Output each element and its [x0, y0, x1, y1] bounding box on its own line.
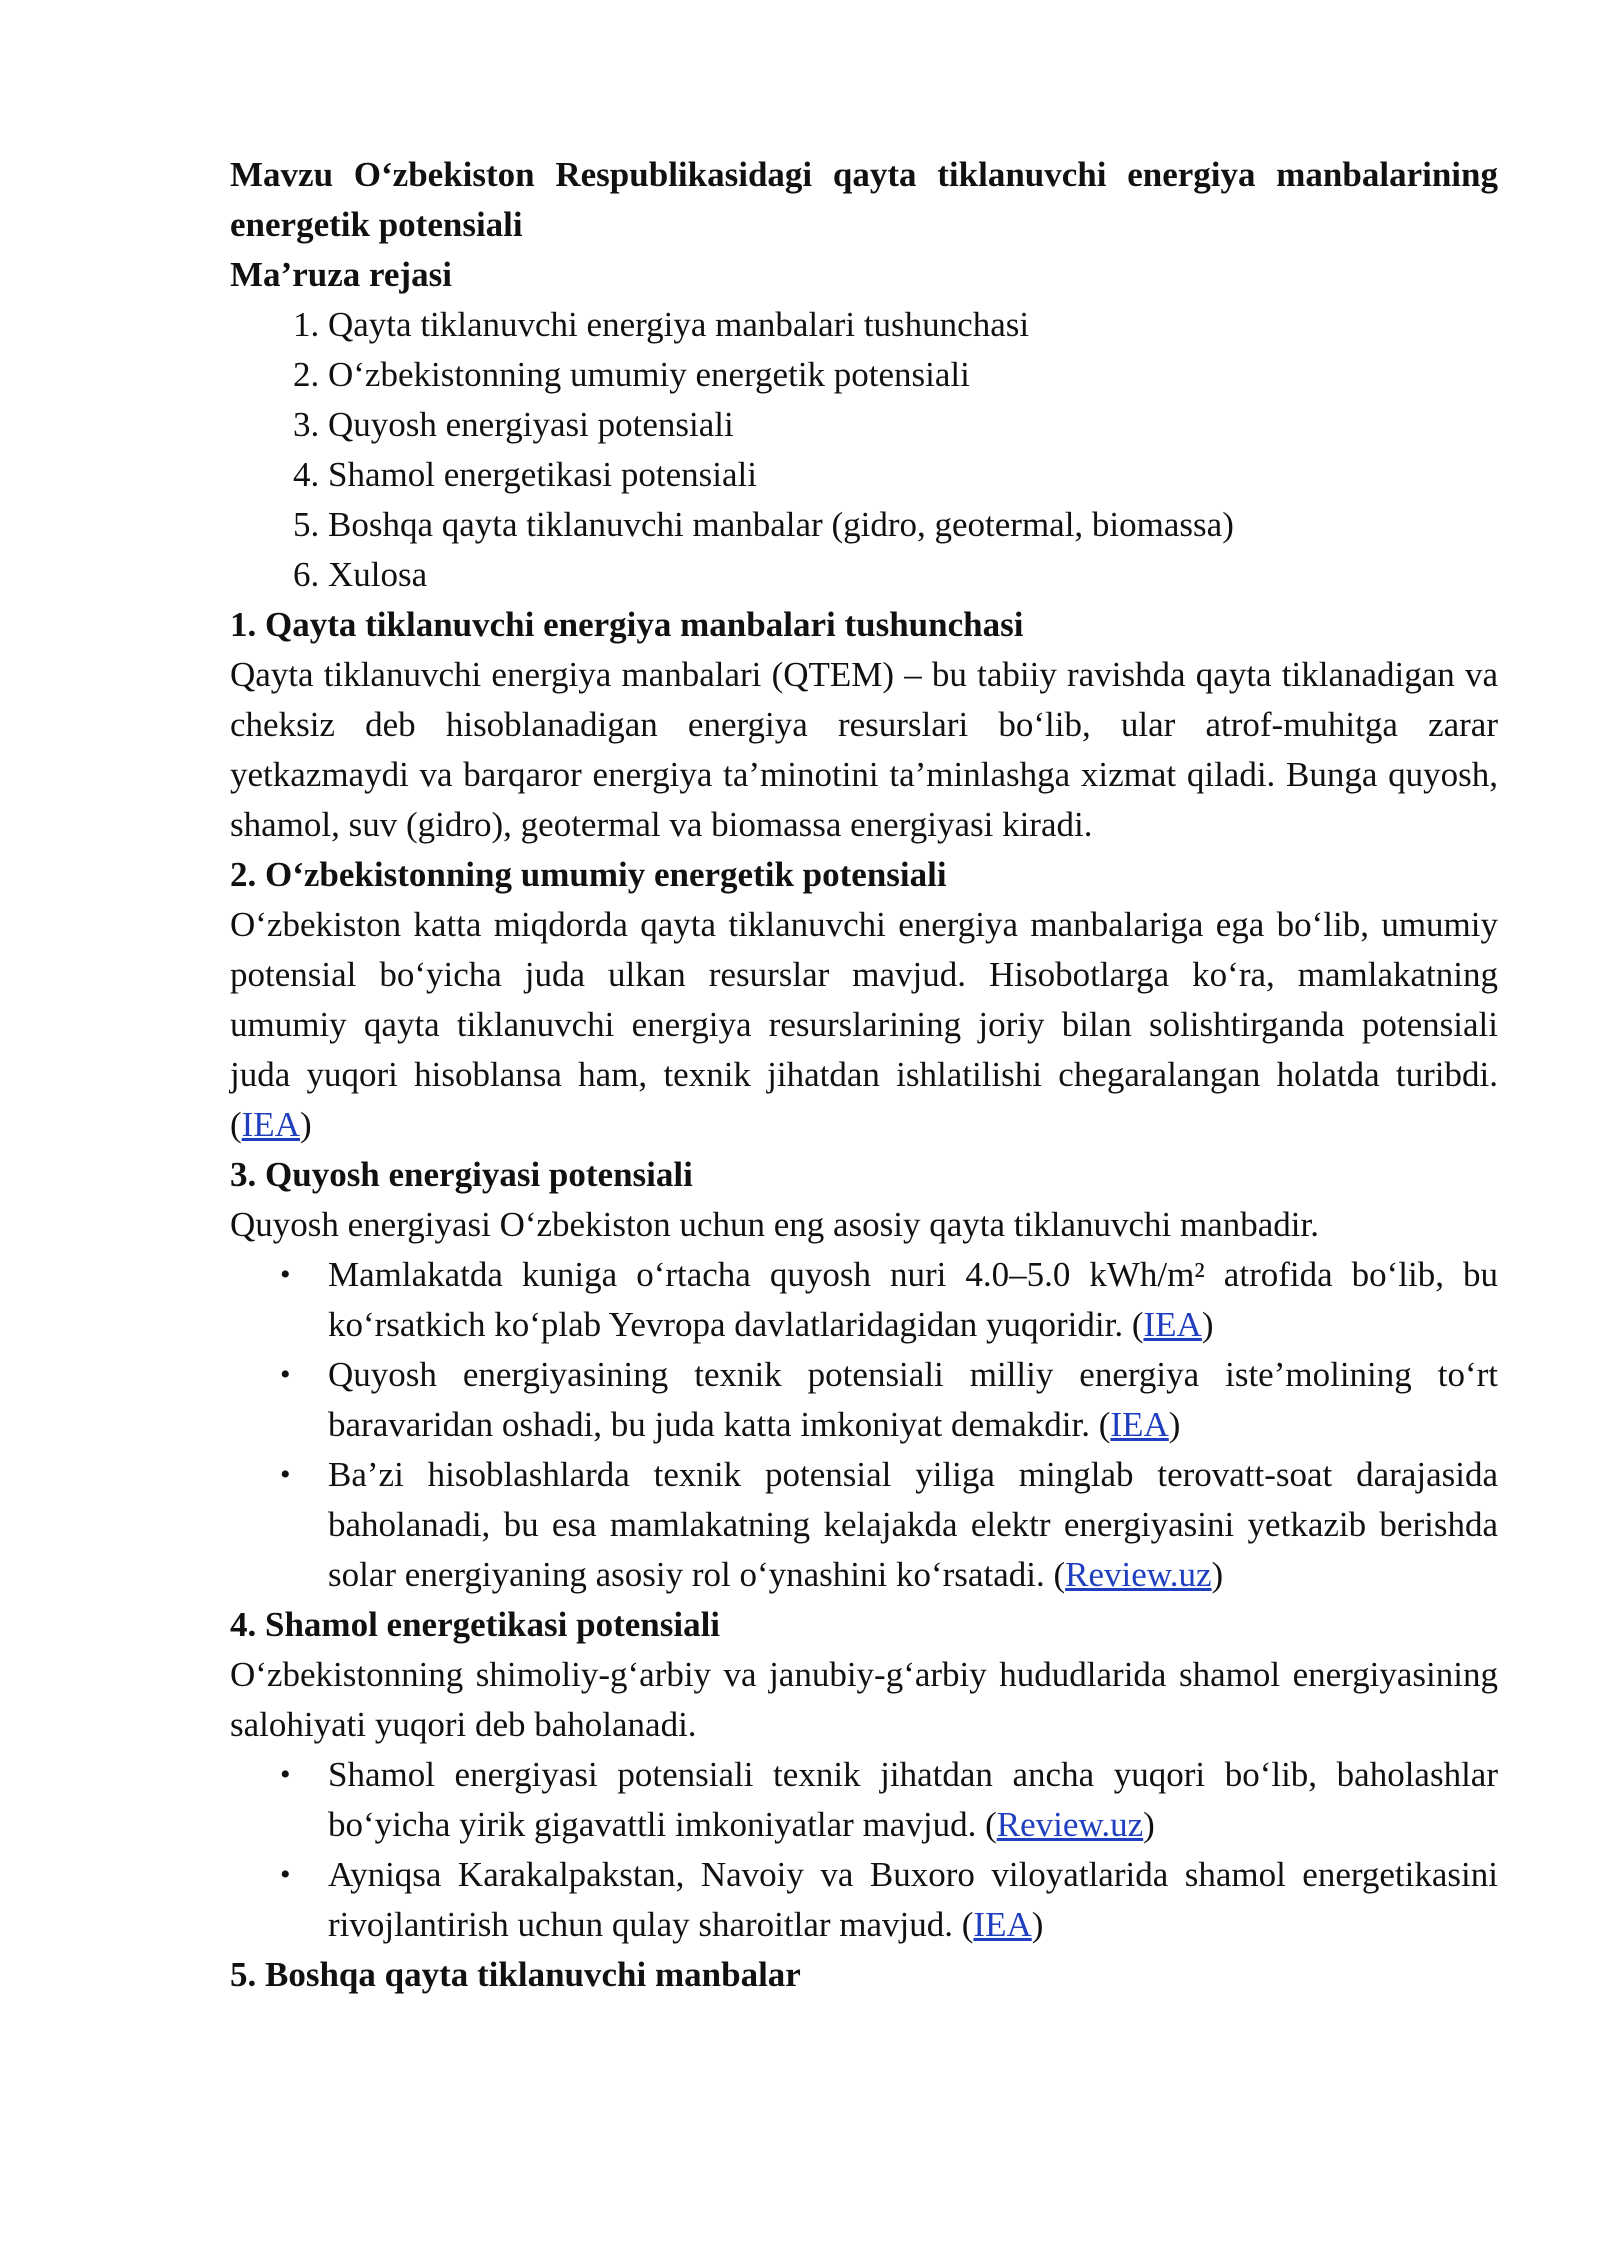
- list-item: [280, 1850, 1498, 1950]
- bullet-text: Ba’zi hisoblashlarda texnik potensial yiliga minglab terovatt-soat darajasida baholanadi, bu esa mamlakatning kelajakda elektr energiyasini yetkazib berishda solar energiyaning asosiy rol o‘ynashini ko‘rsatadi. (: [328, 1455, 1498, 1594]
- closing-paren: ): [1168, 1405, 1181, 1444]
- document-title: Mavzu O‘zbekiston Respublikasidagi qayta tiklanuvchi energiya manbalarining energetik potensiali: [230, 155, 1498, 244]
- closing-paren: ): [299, 1105, 312, 1144]
- closing-paren: ): [1031, 1905, 1044, 1944]
- bullet-text: Shamol energiyasi potensiali texnik jihatdan ancha yuqori bo‘lib, baholashlar bo‘yicha yirik gigavattli imkoniyatlar mavjud. (: [328, 1755, 1498, 1844]
- closing-paren: ): [1143, 1805, 1155, 1844]
- closing-paren: ): [1211, 1555, 1224, 1594]
- source-link-review-uz[interactable]: Review.uz: [996, 1805, 1144, 1844]
- section-3-bullet-list: [230, 1250, 1498, 1600]
- source-link-review-uz[interactable]: Review.uz: [1065, 1555, 1212, 1594]
- bullet-icon: •: [280, 1758, 291, 1791]
- source-link-iea[interactable]: IEA: [1110, 1405, 1169, 1444]
- list-item: [280, 1250, 1498, 1350]
- section-2-paragraph: [230, 900, 1498, 1150]
- bullet-icon: •: [280, 1358, 291, 1391]
- list-item: [280, 1350, 1498, 1450]
- bullet-text: Quyosh energiyasining texnik potensiali milliy energiya iste’molining to‘rt baravaridan oshadi, bu juda katta imkoniyat demakdir. (: [328, 1355, 1498, 1444]
- list-item: [280, 1750, 1498, 1850]
- source-link-iea[interactable]: IEA: [1143, 1305, 1202, 1344]
- bullet-text: Mamlakatda kuniga o‘rtacha quyosh nuri 4.0–5.0 kWh/m² atrofida bo‘lib, bu ko‘rsatkich ko‘plab Yevropa davlatlaridagidan yuqoridir. (: [328, 1255, 1498, 1344]
- section-5-heading: 5. Boshqa qayta tiklanuvchi manbalar: [230, 1955, 801, 1994]
- plan-item: 1. Qayta tiklanuvchi energiya manbalari tushunchasi: [328, 300, 1498, 350]
- plan-item: 6. Xulosa: [328, 550, 1498, 600]
- plan-item: 4. Shamol energetikasi potensiali: [328, 450, 1498, 500]
- section-2-text: O‘zbekiston katta miqdorda qayta tiklanuvchi energiya manbalariga ega bo‘lib, umumiy potensial bo‘yicha juda ulkan resurslar mavjud. Hisobotlarga ko‘ra, mamlakatning umumiy qayta tiklanuvchi energiya resurslarining joriy bilan solishtirganda potensiali juda yuqori hisoblansa ham, texnik jihatdan ishlatilishi chegaralangan holatda turibdi. (: [230, 905, 1498, 1144]
- bullet-icon: •: [280, 1858, 291, 1891]
- section-3-heading: 3. Quyosh energiyasi potensiali: [230, 1155, 693, 1194]
- plan-item: 2. O‘zbekistonning umumiy energetik potensiali: [328, 350, 1498, 400]
- closing-paren: ): [1201, 1305, 1214, 1344]
- source-link-iea[interactable]: IEA: [241, 1105, 300, 1144]
- section-1-heading: 1. Qayta tiklanuvchi energiya manbalari tushunchasi: [230, 605, 1024, 644]
- section-2-heading: 2. O‘zbekistonning umumiy energetik potensiali: [230, 855, 947, 894]
- section-4-bullet-list: [230, 1750, 1498, 1950]
- list-item: [280, 1450, 1498, 1600]
- plan-item: 3. Quyosh energiyasi potensiali: [328, 400, 1498, 450]
- section-1-paragraph: Qayta tiklanuvchi energiya manbalari (QTEM) – bu tabiiy ravishda qayta tiklanadigan va cheksiz deb hisoblanadigan energiya resurslari bo‘lib, ular atrof-muhitga zarar yetkazmaydi va barqaror energiya ta’minotini ta’minlashga xizmat qiladi. Bunga quyosh, shamol, suv (gidro), geotermal va biomassa energiyasi kiradi.: [230, 655, 1498, 844]
- source-link-iea[interactable]: IEA: [973, 1905, 1032, 1944]
- bullet-text: Ayniqsa Karakalpakstan, Navoiy va Buxoro viloyatlarida shamol energetikasini rivojlantirish uchun qulay sharoitlar mavjud. (: [328, 1855, 1498, 1944]
- document-page: [230, 150, 1498, 2000]
- plan-heading: Ma’ruza rejasi: [230, 255, 452, 294]
- section-3-intro: Quyosh energiyasi O‘zbekiston uchun eng asosiy qayta tiklanuvchi manbadir.: [230, 1205, 1319, 1244]
- bullet-icon: •: [280, 1458, 291, 1491]
- bullet-icon: •: [280, 1258, 291, 1291]
- section-4-intro: O‘zbekistonning shimoliy-g‘arbiy va janubiy-g‘arbiy hududlarida shamol energiyasining salohiyati yuqori deb baholanadi.: [230, 1655, 1498, 1744]
- section-4-heading: 4. Shamol energetikasi potensiali: [230, 1605, 721, 1644]
- plan-list: [230, 300, 1498, 600]
- plan-item: 5. Boshqa qayta tiklanuvchi manbalar (gidro, geotermal, biomassa): [328, 500, 1498, 550]
